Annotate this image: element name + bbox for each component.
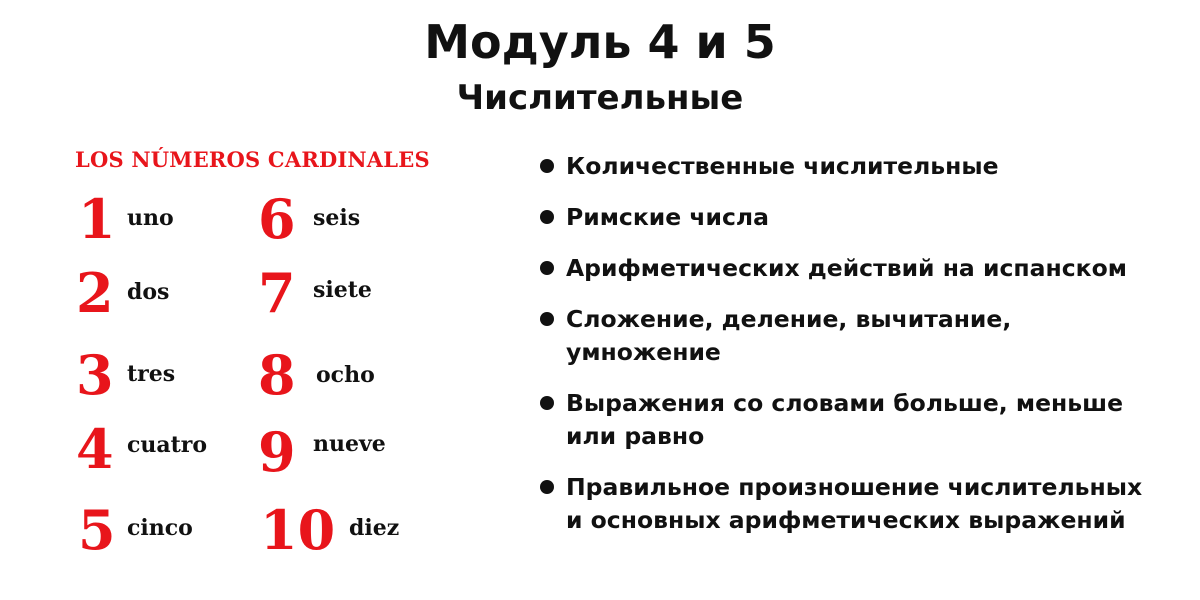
topic-line: или равно bbox=[566, 422, 705, 450]
topic-line: Арифметических действий на испанском bbox=[566, 254, 1127, 282]
topic-line: Римские числа bbox=[566, 203, 769, 231]
number-3: 3 bbox=[76, 343, 114, 407]
number-8: 8 bbox=[258, 343, 296, 407]
number-1: 1 bbox=[78, 187, 116, 251]
number-5: 5 bbox=[78, 498, 116, 562]
word-seis: seis bbox=[313, 205, 361, 231]
bullet-dot-icon bbox=[540, 261, 554, 275]
word-nueve: nueve bbox=[313, 431, 386, 457]
word-siete: siete bbox=[313, 277, 372, 303]
bullet-dot-icon bbox=[540, 480, 554, 494]
number-9: 9 bbox=[258, 420, 296, 484]
topic-line: Правильное произношение числительных bbox=[566, 473, 1143, 501]
topic-item bbox=[540, 201, 1190, 234]
topic-line: Сложение, деление, вычитание, bbox=[566, 305, 1012, 333]
topic-item bbox=[540, 471, 1190, 537]
number-7: 7 bbox=[258, 261, 296, 325]
number-6: 6 bbox=[258, 187, 296, 251]
number-2: 2 bbox=[76, 261, 114, 325]
topic-item bbox=[540, 252, 1190, 285]
topic-line: и основных арифметических выражений bbox=[566, 506, 1126, 534]
topic-item bbox=[540, 150, 1190, 183]
bullet-dot-icon bbox=[540, 312, 554, 326]
bullet-dot-icon bbox=[540, 396, 554, 410]
topic-line: Количественные числительные bbox=[566, 152, 999, 180]
topic-line: умножение bbox=[566, 338, 721, 366]
word-ocho: ocho bbox=[316, 362, 375, 388]
page-subtitle: Числительные bbox=[456, 78, 744, 118]
cardinals-heading: LOS NÚMEROS CARDINALES bbox=[75, 147, 430, 172]
word-dos: dos bbox=[127, 279, 170, 305]
word-cuatro: cuatro bbox=[127, 432, 208, 458]
topic-line: Выражения со словами больше, меньше bbox=[566, 389, 1124, 417]
number-4: 4 bbox=[76, 417, 114, 481]
bullet-dot-icon bbox=[540, 159, 554, 173]
number-10: 10 bbox=[260, 498, 336, 562]
bullet-dot-icon bbox=[540, 210, 554, 224]
topic-item bbox=[540, 387, 1190, 453]
word-diez: diez bbox=[349, 515, 400, 541]
word-tres: tres bbox=[127, 361, 176, 387]
topic-item bbox=[540, 303, 1190, 369]
word-cinco: cinco bbox=[127, 515, 193, 541]
topics-list bbox=[540, 150, 1190, 555]
page-title: Модуль 4 и 5 bbox=[424, 15, 776, 69]
word-uno: uno bbox=[127, 205, 174, 231]
